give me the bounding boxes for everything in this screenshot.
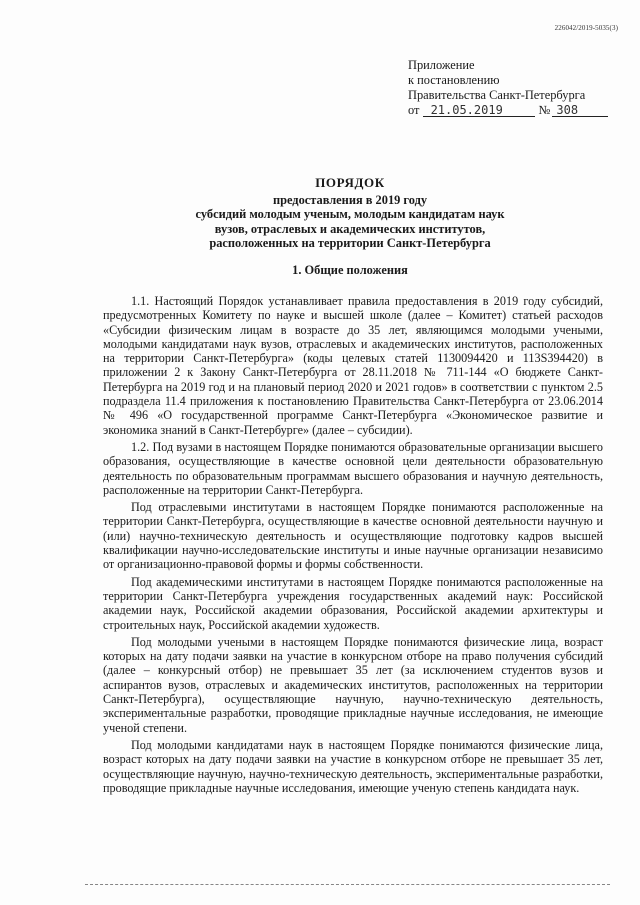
title-line-2: субсидий молодым ученым, молодым кандидатам наук bbox=[195, 207, 505, 222]
paragraph-young-scientists: Под молодыми учеными в настоящем Порядке понимаются физические лица, возраст которых на дату подачи заявки на участие в конкурсном отборе на право получения субсидий (далее – конкурсный отбор) не превышает 35 лет (за исключением студентов вузов и аспирантов вузов, отраслевых и академических институтов, расположенных на территории Санкт-Петербурга), осуществляющие научную, научно-техническую деятельность, экспериментальные разработки, проводящие прикладные научные исследования, не имеющие ученой степени. bbox=[103, 634, 603, 735]
paragraph-1-1: 1.1. Настоящий Порядок устанавливает правила предоставления в 2019 году субсидий, предусмотренных Комитету по науке и высшей школе (далее – Комитет) статьей расходов «Субсидии физическим лицам в возрасте до 35 лет, являющимся молодыми учеными, молодыми кандидатами наук вузов, отраслевых и академических институтов, расположенных на территории Санкт-Петербурга» (коды целевых статей 1130094420 и 113S394420) в приложении 2 к Закону Санкт-Петербурга от 28.11.2018 № 711-144 «О бюджете Санкт-Петербурга на 2019 год и на плановый период 2020 и 2021 годов» в соответствии с пунктом 2.5 подраздела 11.4 приложения к постановлению Правительства Санкт-Петербурга от 23.06.2014 № 496 «О государственной программе Санкт-Петербурга «Экономическое развитие и экономика знаний в Санкт-Петербурге» (далее – субсидии). bbox=[103, 294, 603, 437]
document-body bbox=[103, 294, 603, 798]
appendix-line-3: Правительства Санкт-Петербурга bbox=[408, 88, 586, 102]
scan-edge-line bbox=[85, 884, 610, 885]
title-line-4: расположенных на территории Санкт-Петербурга bbox=[209, 235, 491, 250]
resolution-date: 21.05.2019 bbox=[423, 104, 535, 117]
appendix-header bbox=[408, 58, 608, 118]
title-line-3: вузов, отраслевых и академических институтов, bbox=[214, 221, 486, 236]
paragraph-1-2: 1.2. Под вузами в настоящем Порядке понимаются образовательные организации высшего образования, осуществляющие в качестве основной цели деятельности образовательную деятельность по образовательным программам высшего образования и научную деятельность, расположенные на территории Санкт-Петербурга. bbox=[103, 439, 603, 497]
section-title: 1. Общие положения bbox=[292, 263, 408, 277]
title-line-1: предоставления в 2019 году bbox=[272, 193, 428, 208]
paragraph-young-candidates: Под молодыми кандидатами наук в настоящем Порядке понимаются физические лица, возраст которых на дату подачи заявки на участие в конкурсном отборе не превышает 35 лет, осуществляющие научную, научно-техническую деятельность, экспериментальные разработки, проводящие прикладные научные исследования, имеющие ученую степень кандидата наук. bbox=[103, 737, 603, 795]
appendix-date-row bbox=[408, 103, 608, 118]
document-title bbox=[110, 176, 590, 250]
paragraph-academic-institutes: Под академическими институтами в настоящем Порядке понимаются расположенные на территории Санкт-Петербурга учреждения государственных академий наук: Российской академии наук, Российской академии образования, Российской академии архитектуры и строительных наук, Российской академии художеств. bbox=[103, 574, 603, 632]
resolution-number: 308 bbox=[552, 104, 608, 117]
appendix-line-2: к постановлению bbox=[408, 73, 500, 87]
from-label: от bbox=[408, 103, 420, 117]
appendix-line-1: Приложение bbox=[408, 58, 475, 72]
paragraph-sectoral-institutes: Под отраслевыми институтами в настоящем Порядке понимаются расположенные на территории Санкт-Петербурга, осуществляющие в качестве основной деятельности научную и (или) научно-техническую деятельность и осуществляющие подготовку кадров высшей квалификации научно-исследовательские институты и иные научные организации независимо от организационно-правовой формы и формы собственности. bbox=[103, 500, 603, 572]
number-sign: № bbox=[538, 103, 551, 117]
document-code: 226042/2019-5035(3) bbox=[554, 24, 618, 32]
title-main: ПОРЯДОК bbox=[315, 175, 385, 190]
